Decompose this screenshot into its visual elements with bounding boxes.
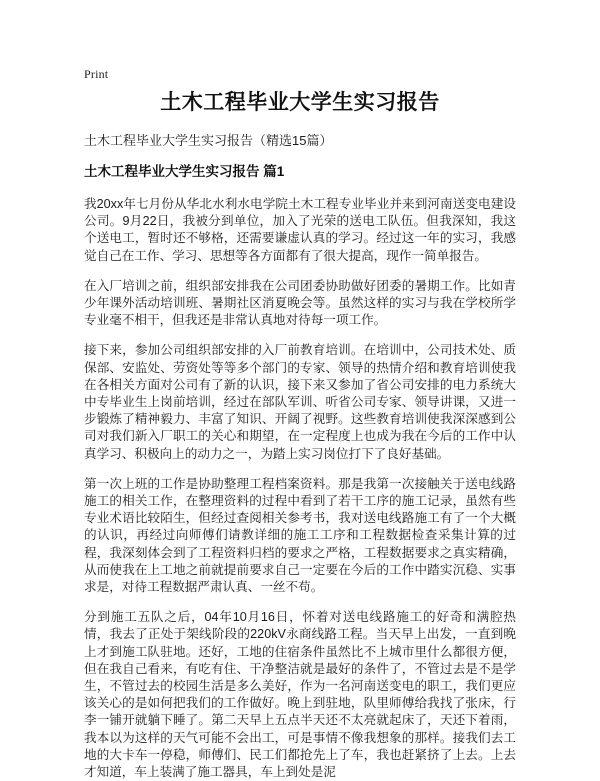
article-body (84, 196, 516, 781)
section-heading: 土木工程毕业大学生实习报告 篇1 (84, 164, 285, 179)
paragraph: 第一次上班的工作是协助整理工程档案资料。那是我第一次接触关于送电线路施工的相关工作，在整理资料的过程中看到了若干工序的施工记录，虽然有些专业术语比较陌生，但经过查阅相关参考书，我对送电线路施工有了一个大概的认识，再经过向师傅们请教详细的施工工序和工程数据检查采集计算的过程，我深刻体会到了工程资料归档的要求之严格，工程数据要求之真实精确，从而使我在上工地之前就提前要求自己一定要在今后的工作中踏实沉稳、实事求是，对待工程数据严肃认真、一丝不苟。 (84, 476, 516, 595)
paragraph: 我20xx年七月份从华北水利水电学院土木工程专业毕业并来到河南送变电建设公司。9月22日，我被分到单位，加入了光荣的送电工队伍。但我深知，我这个送电工，暂时还不够格，还需要谦虚认真的学习。经过这一年的实习，我感觉自己在工作、学习、思想等各方面都有了很大提高，现作一简单报告。 (84, 197, 516, 263)
document-subtitle: 土木工程毕业大学生实习报告（精选15篇） (84, 133, 333, 148)
print-link[interactable]: Print (84, 67, 109, 81)
page-title: 土木工程毕业大学生实习报告 (160, 91, 440, 114)
document-content (84, 88, 516, 781)
paragraph: 分到施工五队之后，04年10月16日，怀着对送电线路施工的好奇和满腔热情，我去了正处于架线阶段的220kV永商线路工程。当天早上出发，一直到晚上才到施工队驻地。还好，工地的住宿条件虽然比不上城市里什么都很方便，但在我自己看来，有吃有住、干净整洁就是最好的条件了，不管过去是不是学生，不管过去的校园生活是多么美好，作为一名河南送变电的职工，我们更应该关心的是如何把我们的工作做好。晚上到驻地，队里师傅给我找了张床，行李一铺开就躺下睡了。第二天早上五点半天还不太亮就起床了，天还下着雨，我本以为这样的天气可能不会出工，可是事情不像我想象的那样。接我们去工地的大卡车一停稳，师傅们、民工们都抢先上了车，我也赶紧挤了上去。上去才知道，车上装满了施工器具，车上到处是泥 (84, 610, 516, 780)
paragraph: 在入厂培训之前，组织部安排我在公司团委协助做好团委的暑期工作。比如青少年课外活动培训班、暑期社区消夏晚会等。虽然这样的实习与我在学校所学专业毫不相干，但我还是非常认真地对待每一项工作。 (84, 278, 516, 328)
print-bar (84, 66, 108, 82)
paragraph: 接下来，参加公司组织部安排的入厂前教育培训。在培训中，公司技术处、质保部、安监处、劳资处等等多个部门的专家、领导的热情介绍和教育培训使我在各相关方面对公司有了新的认识，接下来又参加了省公司安排的电力系统大中专毕业生上岗前培训，经过在部队军训、听省公司专家、领导讲课，又进一步锻炼了精神毅力、丰富了知识、开阔了视野。这些教育培训使我深深感到公司对我们新入厂职工的关心和期望，在一定程度上也成为我在今后的工作中认真学习、积极向上的动力之一，为踏上实习岗位打下了良好基础。 (84, 343, 516, 461)
